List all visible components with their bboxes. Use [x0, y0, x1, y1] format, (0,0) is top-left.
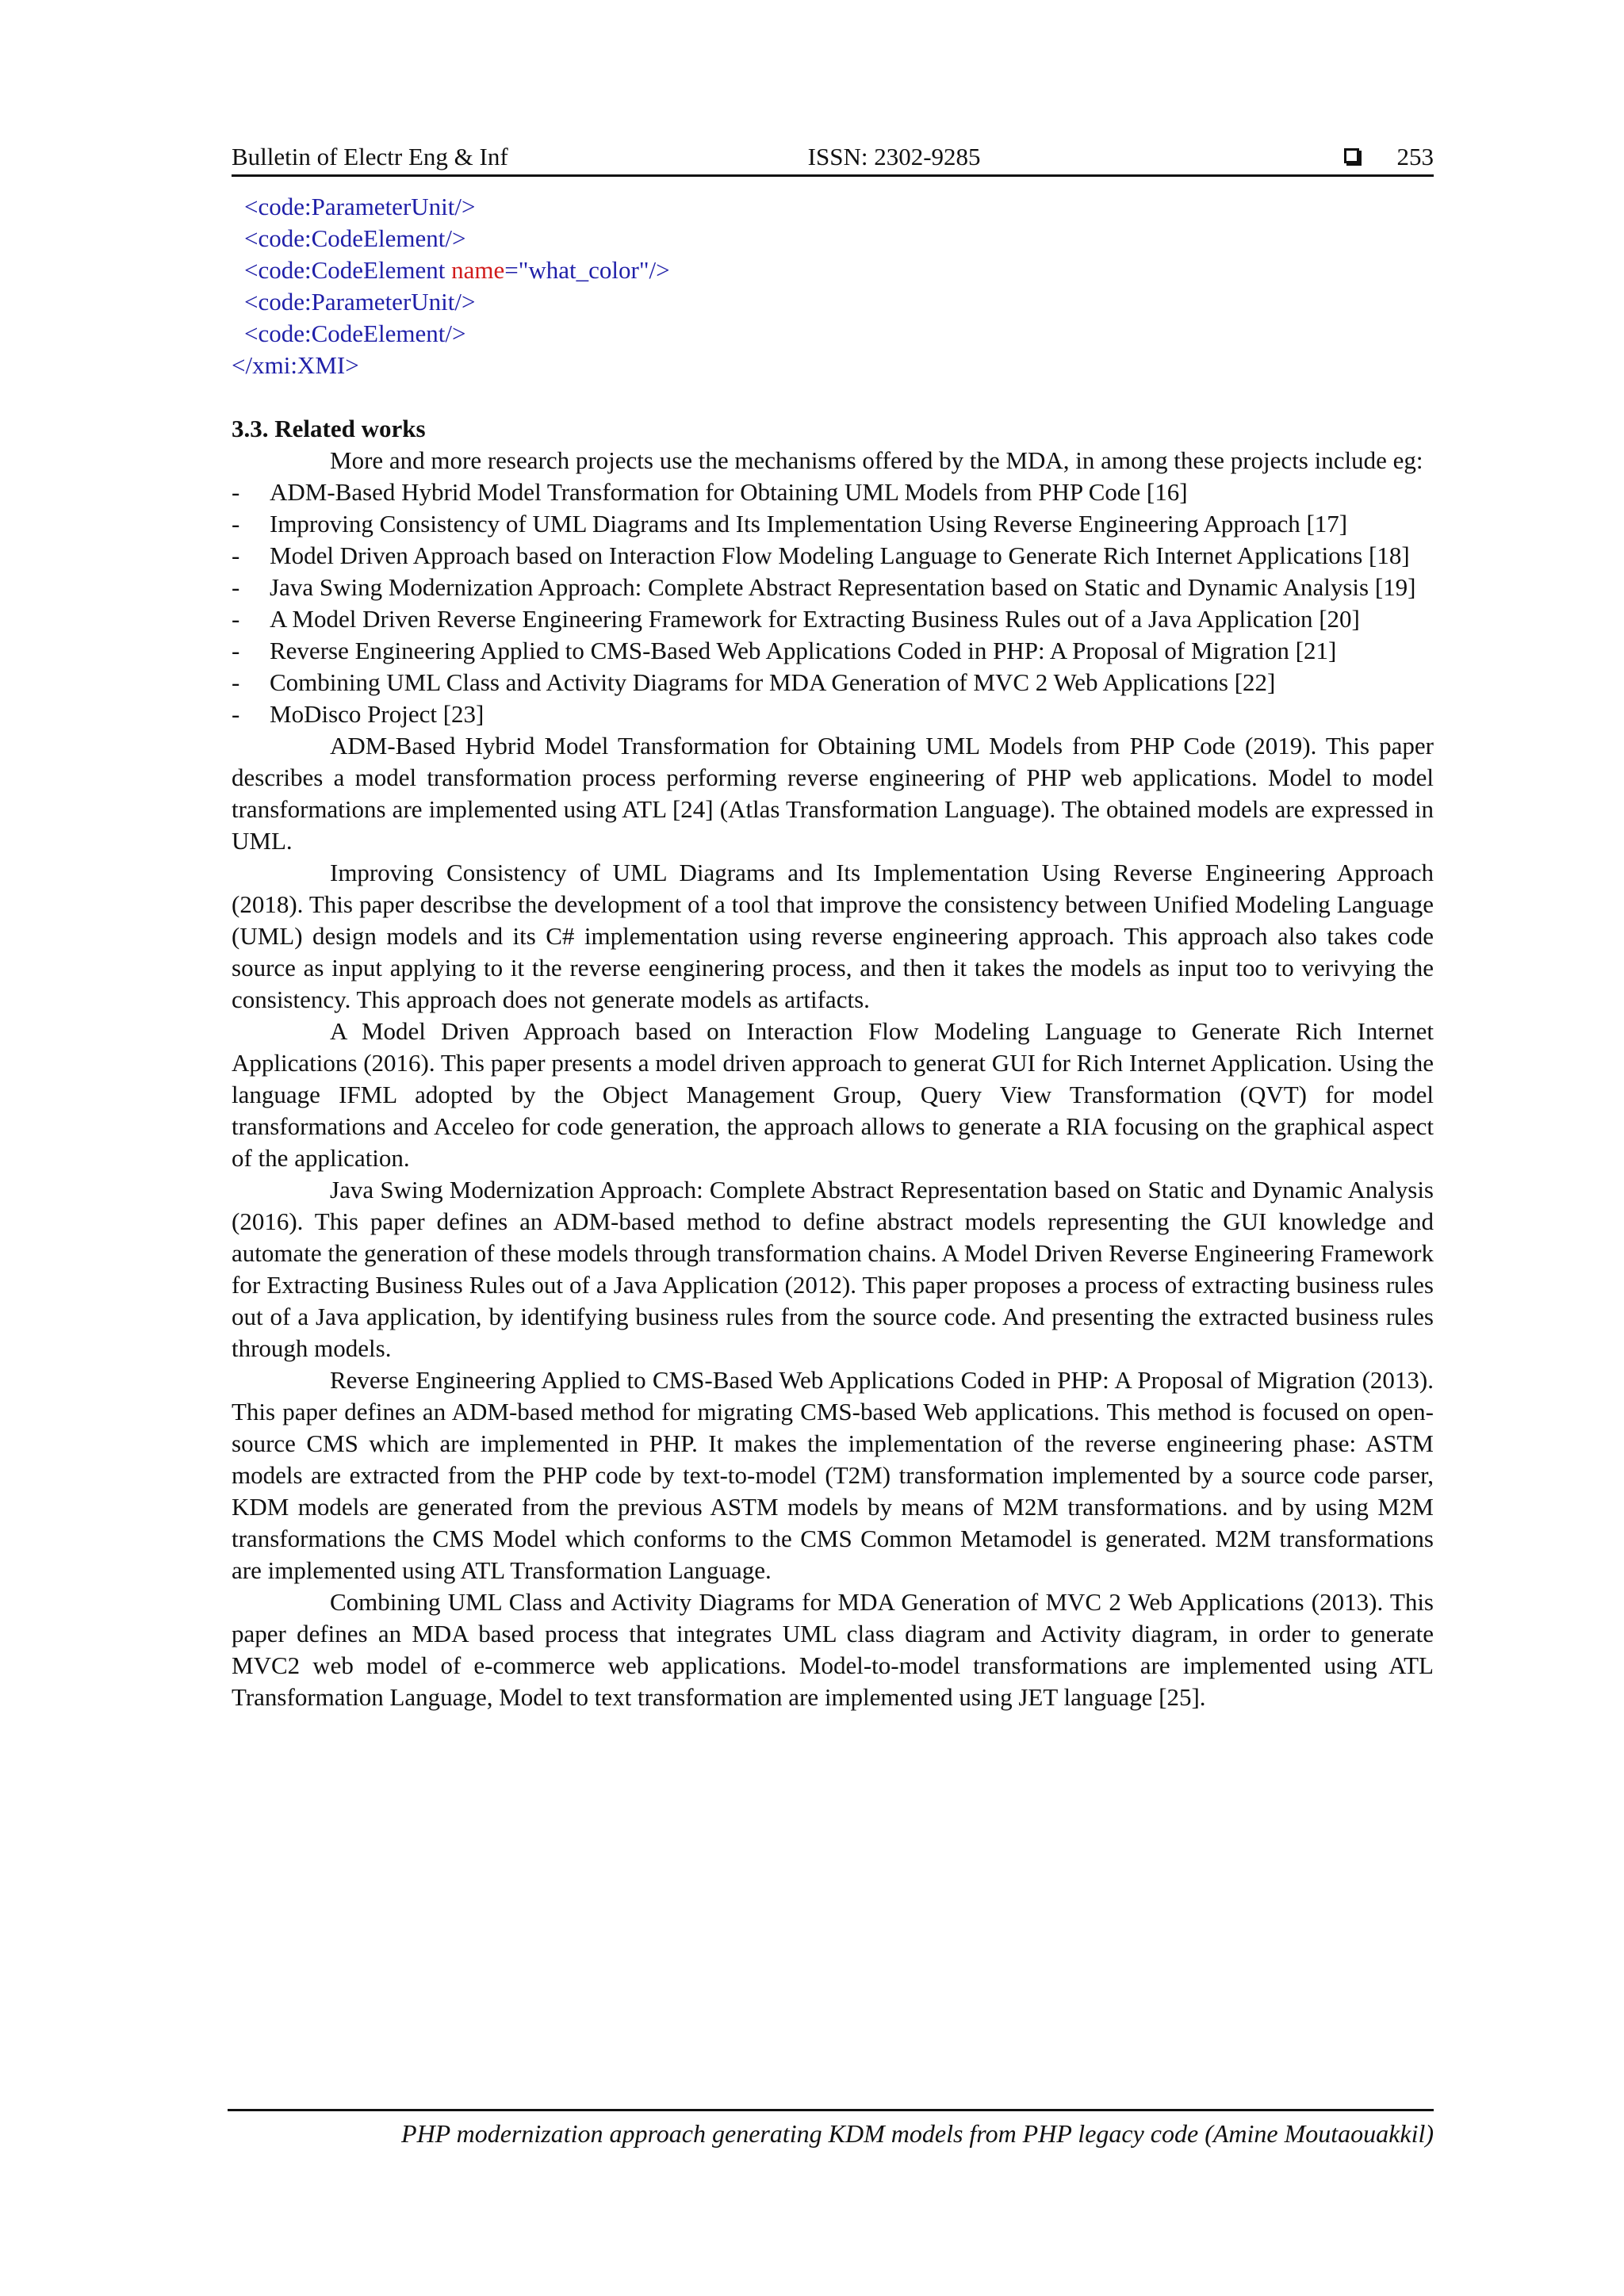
list-item: [232, 572, 1434, 603]
list-dash: -: [232, 700, 240, 728]
page-body: [232, 143, 1434, 1713]
code-closing-line: </xmi:XMI>: [232, 351, 359, 379]
list-item: [232, 667, 1434, 698]
list-item-text: Java Swing Modernization Approach: Complete Abstract Representation based on Static and Dynamic Analysis [19]: [270, 573, 1416, 601]
code-line: <code:ParameterUnit/>: [244, 193, 476, 220]
list-item-text: A Model Driven Reverse Engineering Framework for Extracting Business Rules out of a Java Application [20]: [270, 605, 1360, 633]
list-item-text: ADM-Based Hybrid Model Transformation for Obtaining UML Models from PHP Code [16]: [270, 478, 1188, 506]
code-value: ="what_color"/>: [504, 256, 670, 284]
code-listing: [232, 191, 1434, 381]
journal-name: Bulletin of Electr Eng & Inf: [232, 143, 508, 170]
running-footer: PHP modernization approach generating KDM models from PHP legacy code (Amine Moutaouakkil): [228, 2109, 1434, 2149]
list-item: [232, 603, 1434, 635]
list-dash: -: [232, 637, 240, 664]
paragraph-java-swing: Java Swing Modernization Approach: Complete Abstract Representation based on Static and Dynamic Analysis (2016). This paper defines an ADM-based method to define abstract models representing the GUI knowledge and automate the generation of these models through transformation chains. A Model Driven Reverse Engineering Framework for Extracting Business Rules out of a Java Application (2012). This paper proposes a process of extracting business rules out of a Java application, by identifying business rules from the source code. And presenting the extracted business rules through models.: [232, 1176, 1434, 1362]
list-dash: -: [232, 541, 240, 569]
list-dash: -: [232, 605, 240, 633]
list-dash: -: [232, 478, 240, 506]
code-line: <code:ParameterUnit/>: [244, 288, 476, 316]
list-item: [232, 476, 1434, 508]
list-dash: -: [232, 510, 240, 538]
list-item-text: MoDisco Project [23]: [270, 700, 485, 728]
list-item: [232, 540, 1434, 572]
list-item-text: Reverse Engineering Applied to CMS-Based Web Applications Coded in PHP: A Proposal of Migration [21]: [270, 637, 1337, 664]
list-item: [232, 698, 1434, 730]
section-heading: 3.3. Related works: [232, 415, 426, 442]
code-tag: <code:CodeElement: [244, 256, 452, 284]
code-line: [232, 254, 1434, 286]
list-item-text: Model Driven Approach based on Interaction Flow Modeling Language to Generate Rich Internet Applications [18]: [270, 541, 1410, 569]
list-dash: -: [232, 573, 240, 601]
paragraph-adm-hybrid: ADM-Based Hybrid Model Transformation for Obtaining UML Models from PHP Code (2019). This paper describes a model transformation process performing reverse engineering of PHP web applications. Model to model transformations are implemented using ATL [24] (Atlas Transformation Language). The obtained models are expressed in UML.: [232, 732, 1434, 855]
list-item: [232, 508, 1434, 540]
paragraph-cms-migration: Reverse Engineering Applied to CMS-Based Web Applications Coded in PHP: A Proposal of Migration (2013). This paper defines an ADM-based method for migrating CMS-based Web applications. This method is focused on open-source CMS which are implemented in PHP. It makes the implementation of the reverse engineering phase: ASTM models are extracted from the PHP code by text-to-model (T2M) transformation implemented by a source code parser, KDM models are generated from the previous ASTM models by means of M2M transformations. and by using M2M transformations the CMS Model which conforms to the CMS Common Metamodel is generated. M2M transformations are implemented using ATL Transformation Language.: [232, 1366, 1434, 1584]
issn: ISSN: 2302-9285: [807, 143, 981, 170]
related-works-list: [232, 476, 1434, 730]
paragraph-mvc2-generation: Combining UML Class and Activity Diagrams for MDA Generation of MVC 2 Web Applications (2013). This paper defines an MDA based process that integrates UML class diagram and Activity diagram, in order to generate MVC2 web model of e-commerce web applications. Model-to-model transformations are implemented using ATL Transformation Language, Model to text transformation are implemented using JET language [25].: [232, 1588, 1434, 1711]
list-item-text: Improving Consistency of UML Diagrams and Its Implementation Using Reverse Engineering Approach [17]: [270, 510, 1348, 538]
list-item: [232, 635, 1434, 667]
paragraph-uml-consistency: Improving Consistency of UML Diagrams and Its Implementation Using Reverse Engineering Approach (2018). This paper describse the development of a tool that improve the consistency between Unified Modeling Language (UML) design models and its C# implementation using reverse engineering approach. This approach also takes code source as input applying to it the reverse eenginering process, and then it takes the models as input too to verivying the consistency. This approach does not generate models as artifacts.: [232, 859, 1434, 1013]
page-number: 253: [1396, 143, 1434, 170]
code-attribute: name: [451, 256, 505, 284]
section-intro: More and more research projects use the mechanisms offered by the MDA, in among these projects include eg:: [330, 446, 1423, 474]
ballot-box-icon: [1344, 148, 1359, 163]
list-dash: -: [232, 668, 240, 696]
code-line: <code:CodeElement/>: [244, 320, 466, 347]
code-line: <code:CodeElement/>: [244, 224, 466, 252]
header-right: [1344, 143, 1434, 171]
paragraph-ifml-approach: A Model Driven Approach based on Interaction Flow Modeling Language to Generate Rich Internet Applications (2016). This paper presents a model driven approach to generat GUI for Rich Internet Application. Using the language IFML adopted by the Object Management Group, Query View Transformation (QVT) for model transformations and Acceleo for code generation, the approach allows to generate a RIA focusing on the graphical aspect of the application.: [232, 1017, 1434, 1172]
running-header: [232, 143, 1434, 177]
list-item-text: Combining UML Class and Activity Diagrams for MDA Generation of MVC 2 Web Applications [22]: [270, 668, 1276, 696]
